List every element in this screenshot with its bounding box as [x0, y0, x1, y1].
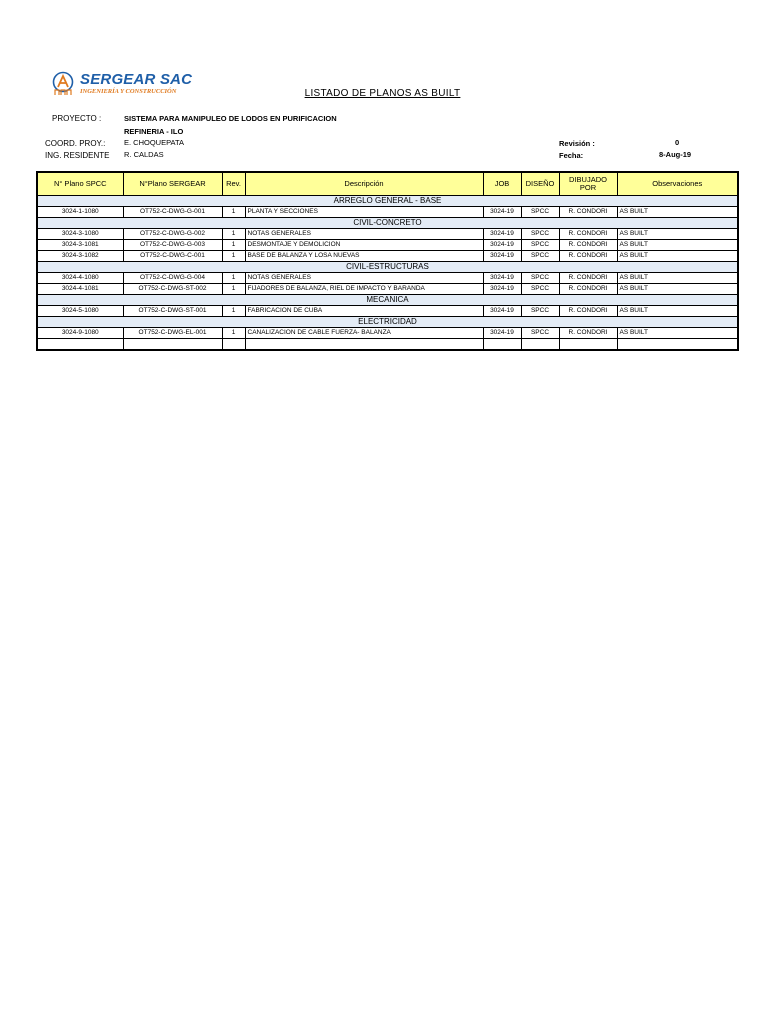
cell-plano-spcc: 3024-5-1080 — [37, 306, 123, 317]
cell-observaciones: AS BUILT — [617, 284, 738, 295]
cell-job: 3024-19 — [483, 284, 521, 295]
cell-plano-sergear: OT752-C-DWG-G-003 — [123, 240, 222, 251]
empty-row — [37, 339, 738, 351]
table-row — [37, 284, 738, 295]
col-header-plano-sergear: N°Plano SERGEAR — [123, 172, 222, 196]
cell-plano-spcc: 3024-4-1080 — [37, 273, 123, 284]
cell-job: 3024-19 — [483, 229, 521, 240]
cell-descripcion: FIJADORES DE BALANZA, RIEL DE IMPACTO Y BARANDA — [245, 284, 483, 295]
table-row — [37, 229, 738, 240]
cell-diseno: SPCC — [521, 273, 559, 284]
cell-plano-spcc: 3024-3-1082 — [37, 251, 123, 262]
cell-job: 3024-19 — [483, 306, 521, 317]
cell-observaciones: AS BUILT — [617, 240, 738, 251]
cell-job: 3024-19 — [483, 240, 521, 251]
company-tagline: INGENIERÍA Y CONSTRUCCIÓN — [80, 88, 177, 95]
cell-plano-spcc: 3024-3-1080 — [37, 229, 123, 240]
section-title: ARREGLO GENERAL - BASE — [37, 196, 738, 207]
drawings-table — [36, 171, 739, 351]
cell-rev: 1 — [222, 251, 245, 262]
coord-value: E. CHOQUEPATA — [124, 138, 185, 147]
cell-dibujado-por: R. CONDORI — [559, 284, 617, 295]
cell-plano-sergear: OT752-C-DWG-EL-001 — [123, 328, 222, 339]
empty-cell — [483, 339, 521, 351]
empty-cell — [617, 339, 738, 351]
empty-cell — [37, 339, 123, 351]
cell-descripcion: NOTAS GENERALES — [245, 273, 483, 284]
cell-plano-sergear: OT752-C-DWG-G-001 — [123, 207, 222, 218]
proyecto-label: PROYECTO : — [52, 114, 102, 123]
cell-rev: 1 — [222, 306, 245, 317]
cell-job: 3024-19 — [483, 251, 521, 262]
cell-diseno: SPCC — [521, 306, 559, 317]
col-header-job: JOB — [483, 172, 521, 196]
section-row — [37, 196, 738, 207]
fecha-label: Fecha: — [559, 151, 584, 160]
cell-plano-sergear: OT752-C-DWG-G-004 — [123, 273, 222, 284]
revision-value: 0 — [675, 138, 680, 147]
col-header-observaciones: Observaciones — [617, 172, 738, 196]
cell-observaciones: AS BUILT — [617, 306, 738, 317]
cell-job: 3024-19 — [483, 328, 521, 339]
cell-diseno: SPCC — [521, 207, 559, 218]
cell-plano-spcc: 3024-1-1080 — [37, 207, 123, 218]
empty-cell — [559, 339, 617, 351]
cell-dibujado-por: R. CONDORI — [559, 240, 617, 251]
section-row — [37, 218, 738, 229]
cell-descripcion: CANALIZACION DE CABLE FUERZA- BALANZA — [245, 328, 483, 339]
section-title: ELECTRICIDAD — [37, 317, 738, 328]
cell-descripcion: PLANTA Y SECCIONES — [245, 207, 483, 218]
empty-cell — [521, 339, 559, 351]
cell-observaciones: AS BUILT — [617, 251, 738, 262]
document-title: LISTADO DE PLANOS AS BUILT — [304, 88, 461, 99]
coord-label: COORD. PROY.: — [45, 139, 106, 148]
cell-dibujado-por: R. CONDORI — [559, 273, 617, 284]
cell-job: 3024-19 — [483, 273, 521, 284]
cell-plano-sergear: OT752-C-DWG-C-001 — [123, 251, 222, 262]
empty-cell — [222, 339, 245, 351]
cell-rev: 1 — [222, 207, 245, 218]
col-header-rev: Rev. — [222, 172, 245, 196]
empty-cell — [245, 339, 483, 351]
cell-plano-sergear: OT752-C-DWG-ST-002 — [123, 284, 222, 295]
cell-dibujado-por: R. CONDORI — [559, 207, 617, 218]
cell-diseno: SPCC — [521, 328, 559, 339]
table-body — [37, 196, 738, 351]
cell-rev: 1 — [222, 229, 245, 240]
empty-cell — [123, 339, 222, 351]
cell-descripcion: DESMONTAJE Y DEMOLICION — [245, 240, 483, 251]
cell-rev: 1 — [222, 284, 245, 295]
proyecto-value: SISTEMA PARA MANIPULEO DE LODOS EN PURIFICACION — [124, 114, 337, 123]
table-row — [37, 328, 738, 339]
cell-dibujado-por: R. CONDORI — [559, 328, 617, 339]
cell-observaciones: AS BUILT — [617, 207, 738, 218]
cell-descripcion: FABRICACION DE CUBA — [245, 306, 483, 317]
section-title: CIVIL-ESTRUCTURAS — [37, 262, 738, 273]
table-header-row — [37, 172, 738, 196]
table-row — [37, 251, 738, 262]
residente-value: R. CALDAS — [124, 150, 164, 159]
section-row — [37, 317, 738, 328]
table-row — [37, 273, 738, 284]
cell-dibujado-por: R. CONDORI — [559, 251, 617, 262]
cell-observaciones: AS BUILT — [617, 229, 738, 240]
cell-plano-sergear: OT752-C-DWG-ST-001 — [123, 306, 222, 317]
col-header-dibujado-por: DIBUJADO POR — [559, 172, 617, 196]
cell-rev: 1 — [222, 240, 245, 251]
cell-plano-spcc: 3024-9-1080 — [37, 328, 123, 339]
revision-label: Revisión : — [559, 139, 595, 148]
cell-plano-sergear: OT752-C-DWG-G-002 — [123, 229, 222, 240]
location-value: REFINERIA - ILO — [124, 127, 184, 136]
cell-observaciones: AS BUILT — [617, 273, 738, 284]
fecha-value: 8-Aug-19 — [659, 150, 692, 159]
col-header-descripcion: Descripción — [245, 172, 483, 196]
cell-diseno: SPCC — [521, 229, 559, 240]
table-row — [37, 240, 738, 251]
cell-rev: 1 — [222, 273, 245, 284]
cell-plano-spcc: 3024-4-1081 — [37, 284, 123, 295]
section-title: MECANICA — [37, 295, 738, 306]
section-title: CIVIL-CONCRETO — [37, 218, 738, 229]
table-row — [37, 306, 738, 317]
residente-label: ING. RESIDENTE — [45, 151, 110, 160]
cell-observaciones: AS BUILT — [617, 328, 738, 339]
cell-dibujado-por: R. CONDORI — [559, 306, 617, 317]
col-header-diseno: DISEÑO — [521, 172, 559, 196]
cell-diseno: SPCC — [521, 284, 559, 295]
section-row — [37, 262, 738, 273]
cell-job: 3024-19 — [483, 207, 521, 218]
cell-rev: 1 — [222, 328, 245, 339]
cell-plano-spcc: 3024-3-1081 — [37, 240, 123, 251]
cell-dibujado-por: R. CONDORI — [559, 229, 617, 240]
section-row — [37, 295, 738, 306]
cell-diseno: SPCC — [521, 251, 559, 262]
cell-descripcion: BASE DE BALANZA Y LOSA NUEVAS — [245, 251, 483, 262]
table-row — [37, 207, 738, 218]
cell-diseno: SPCC — [521, 240, 559, 251]
company-name: SERGEAR SAC — [80, 71, 193, 88]
col-header-plano-spcc: N° Plano SPCC — [37, 172, 123, 196]
cell-descripcion: NOTAS GENERALES — [245, 229, 483, 240]
